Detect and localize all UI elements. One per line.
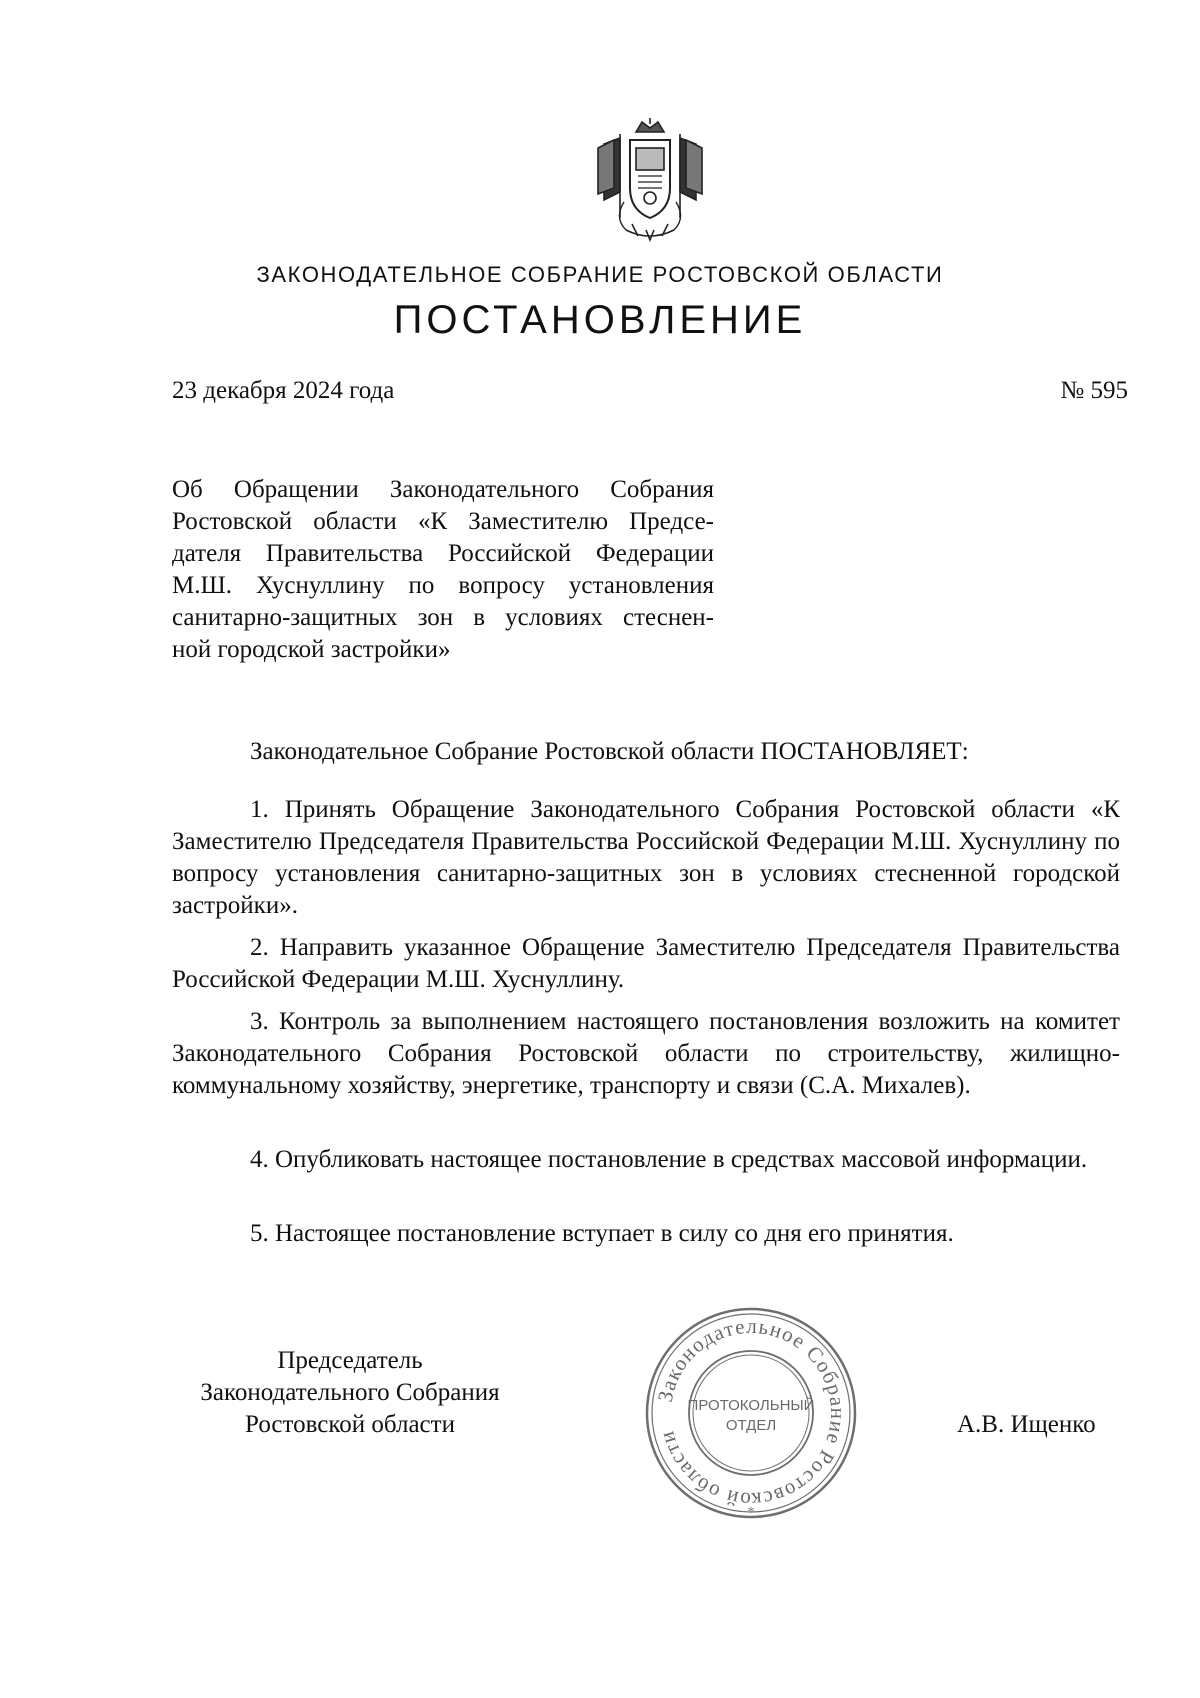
resolution-item-1 [172,794,1120,922]
official-stamp [644,1306,858,1520]
stamp-center-line1: ПРОТОКОЛЬНЫЙ [687,1397,815,1414]
stamp-ring-text: Законодательное Собрание Ростовской области [652,1313,851,1513]
resolution-item-text: 5. Настоящее постановление вступает в силу со дня его принятия. [250,1220,954,1247]
subject-line: Ростовской области «К Заместителю Предсе- [172,508,714,535]
resolution-item-text: 3. Контроль за выполнением настоящего постановления возложить на комитет Законодательного Собрания Ростовской области по строительству, жилищно-коммунальному хозяйству, энергетике, транспорту и связи (С.А. Михалев). [172,1008,1120,1099]
subject-line: Об Обращении Законодательного Собрания [172,476,714,503]
resolution-intro-block [172,736,1120,768]
resolution-intro: Законодательное Собрание Ростовской области ПОСТАНОВЛЯЕТ: [250,738,969,765]
signatory-name: А.В. Ищенко [957,1411,1096,1438]
signatory-title-line: Председатель [277,1347,423,1374]
svg-text:*: * [747,1505,755,1520]
document-date: 23 декабря 2024 года [172,377,395,404]
document-type-title: ПОСТАНОВЛЕНИЕ [393,298,807,342]
signatory-title [160,1345,540,1441]
subject-line: санитарно-защитных зон в условиях стеснен- [172,604,714,631]
subject-line: дателя Правительства Российской Федерации [172,540,714,567]
signatory-title-line: Законодательного Собрания [200,1379,500,1406]
subject-line: ной городской застройки» [172,636,451,663]
resolution-item-text: 2. Направить указанное Обращение Заместителю Председателя Правительства Российской Федерации М.Ш. Хуснуллину. [172,934,1120,993]
resolution-item-3 [172,1006,1120,1102]
resolution-item-4 [172,1144,1120,1176]
resolution-item-2 [172,932,1120,996]
subject-line: М.Ш. Хуснуллину по вопросу установления [172,572,714,599]
coat-of-arms-icon [590,118,710,244]
stamp-center-line2: ОТДЕЛ [725,1417,777,1434]
signatory-title-line: Ростовской области [245,1411,455,1438]
organization-title: ЗАКОНОДАТЕЛЬНОЕ СОБРАНИЕ РОСТОВСКОЙ ОБЛАСТИ [256,262,944,287]
resolution-item-text: 1. Принять Обращение Законодательного Собрания Ростовской области «К Заместителю Председателя Правительства Российской Федерации М.Ш. Хуснуллину по вопросу установления санитарно-защитных зон в условиях стесненной городской застройки». [172,796,1120,919]
resolution-item-text: 4. Опубликовать настоящее постановление в средствах массовой информации. [250,1146,1088,1173]
document-subject [172,474,714,666]
resolution-item-5 [172,1218,1120,1250]
document-number: № 595 [1060,377,1128,404]
